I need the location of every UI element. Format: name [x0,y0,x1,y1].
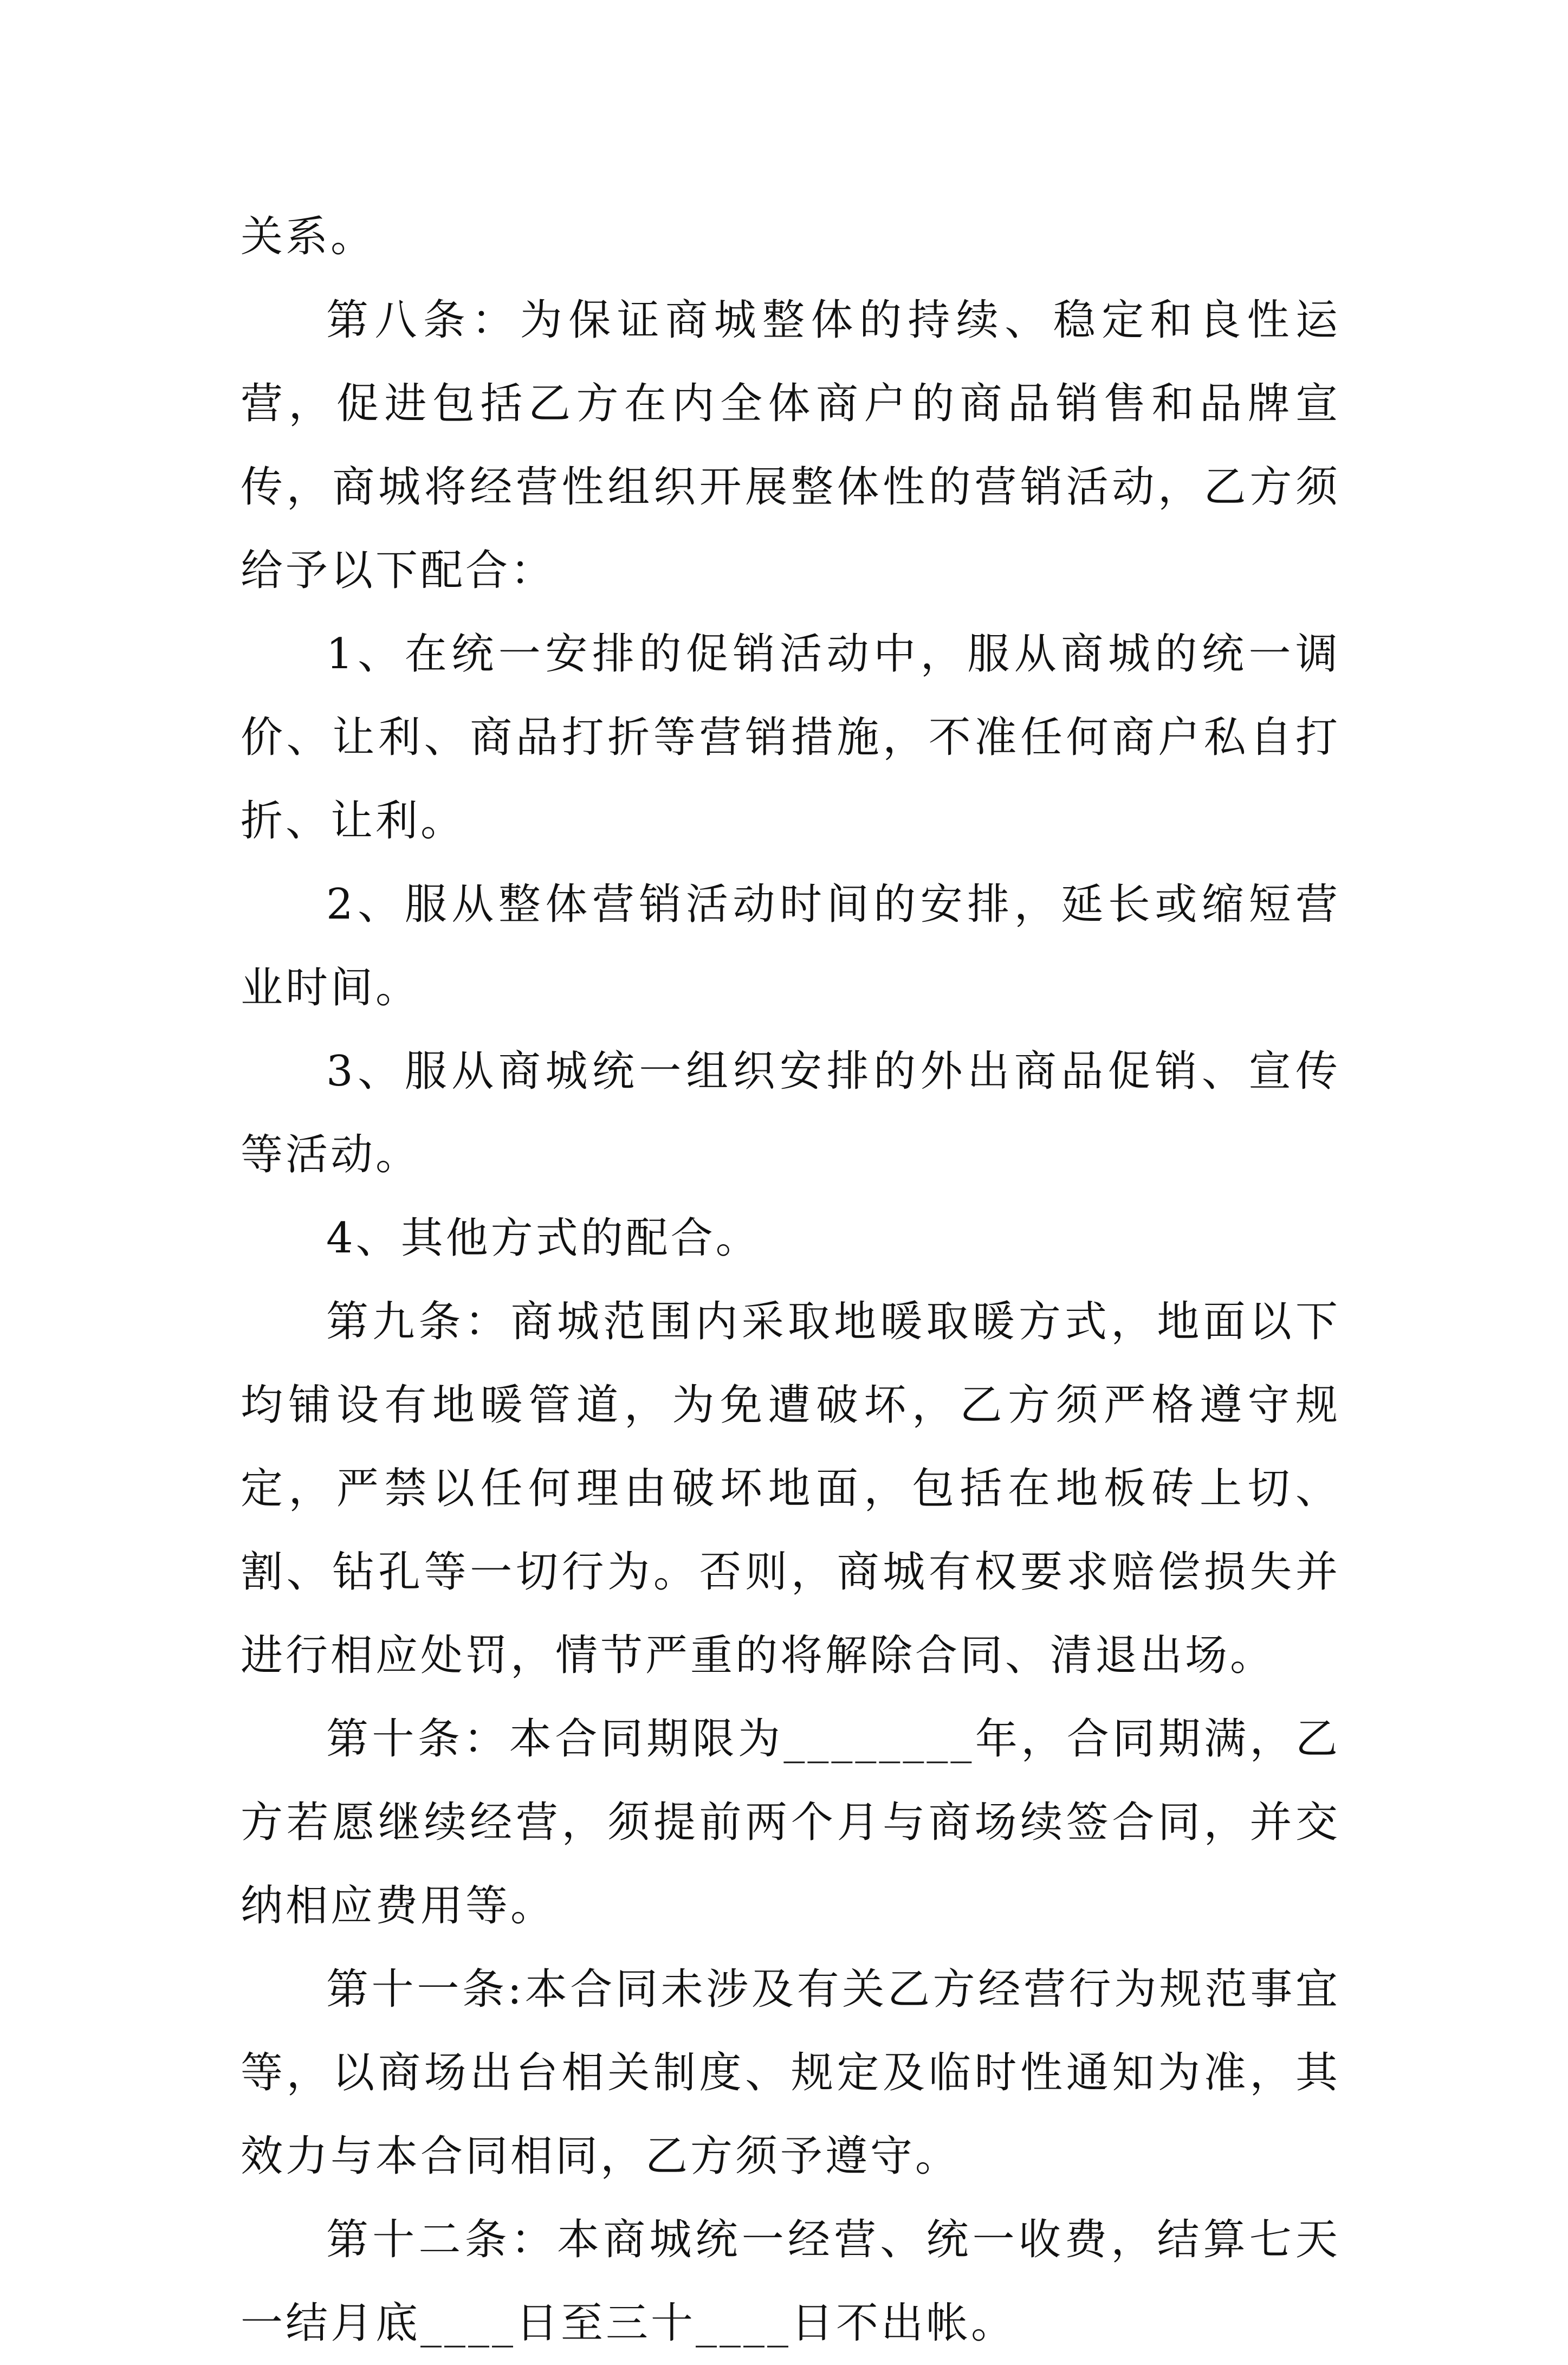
paragraph-item-3: 3、服从商城统一组织安排的外出商品促销、宣传等活动。 [241,1047,1340,1179]
paragraph-article-11: 第十一条:本合同未涉及有关乙方经营行为规范事宜等，以商场出台相关制度、规定及临时性通知为准，其效力与本合同相同，乙方须予遵守。 [241,1965,1340,2181]
paragraph-article-10: 第十条：本合同期限为________年，合同期满，乙方若愿继续经营，须提前两个月与商场续签合同，并交纳相应费用等。 [241,1715,1340,1930]
paragraph-continuation: 关系。 [241,212,376,261]
document-page [241,195,1340,2365]
paragraph-article-9: 第九条：商城范围内采取地暖取暖方式，地面以下均铺设有地暖管道，为免遭破坏，乙方须严格遵守规定，严禁以任何理由破坏地面，包括在地板砖上切、割、钻孔等一切行为。否则，商城有权要求赔偿损失并进行相应处罚，情节严重的将解除合同、清退出场。 [241,1297,1340,1680]
paragraph-article-8: 第八条：为保证商城整体的持续、稳定和良性运营，促进包括乙方在内全体商户的商品销售和品牌宣传，商城将经营性组织开展整体性的营销活动，乙方须给予以下配合： [241,296,1340,595]
paragraph-item-2: 2、服从整体营销活动时间的安排，延长或缩短营业时间。 [241,880,1340,1012]
paragraph-item-4: 4、其他方式的配合。 [326,1214,761,1263]
paragraph-item-1: 1、在统一安排的促销活动中，服从商城的统一调价、让利、商品打折等营销措施，不准任何商户私自打折、让利。 [241,630,1340,845]
paragraph-article-12: 第十二条：本商城统一经营、统一收费，结算七天一结月底____日至三十____日不出帐。 [241,2215,1340,2348]
